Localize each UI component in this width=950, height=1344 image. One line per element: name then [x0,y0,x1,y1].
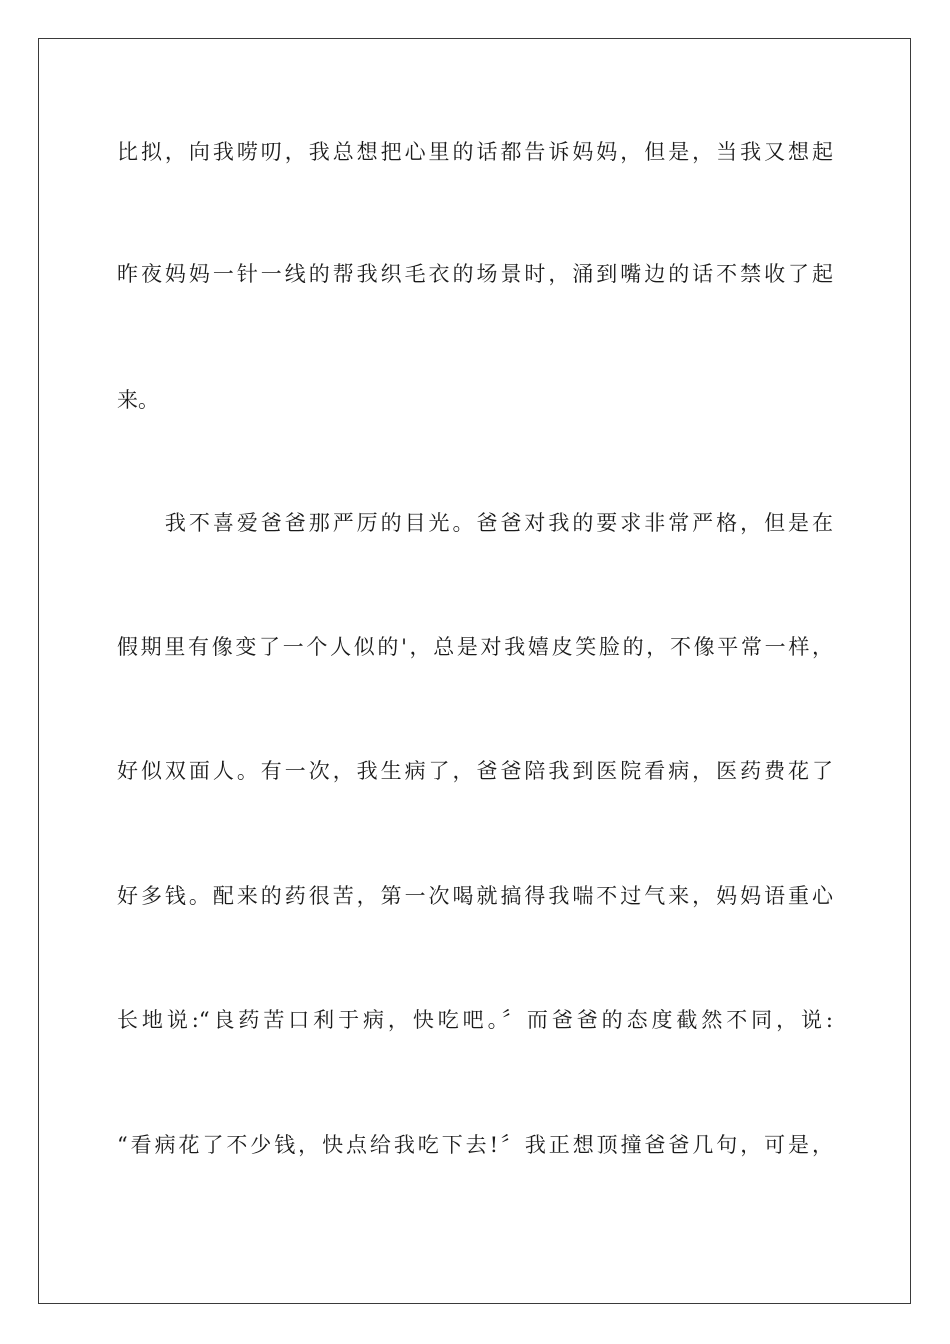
page-border [38,38,911,1304]
text-line: 比拟，向我唠叨，我总想把心里的话都告诉妈妈，但是，当我又想起 [117,140,833,164]
text-line: 来。 [117,388,159,412]
text-line: 假期里有像变了一个人似的'，总是对我嬉皮笑脸的，不像平常一样， [117,635,833,659]
text-line: “看病花了不少钱，快点给我吃下去!〞我正想顶撞爸爸几句，可是， [117,1133,833,1157]
paragraph-first-line: 我不喜爱爸爸那严厉的目光。爸爸对我的要求非常严格，但是在 [117,511,833,535]
text-line: 好多钱。配来的药很苦，第一次喝就搞得我喘不过气来，妈妈语重心 [117,884,833,908]
text-line: 好似双面人。有一次，我生病了，爸爸陪我到医院看病，医药费花了 [117,759,833,783]
text-line: 长地说:“良药苦口利于病，快吃吧。〞而爸爸的态度截然不同，说: [117,1008,833,1032]
text-line: 昨夜妈妈一针一线的帮我织毛衣的场景时，涌到嘴边的话不禁收了起 [117,262,833,286]
